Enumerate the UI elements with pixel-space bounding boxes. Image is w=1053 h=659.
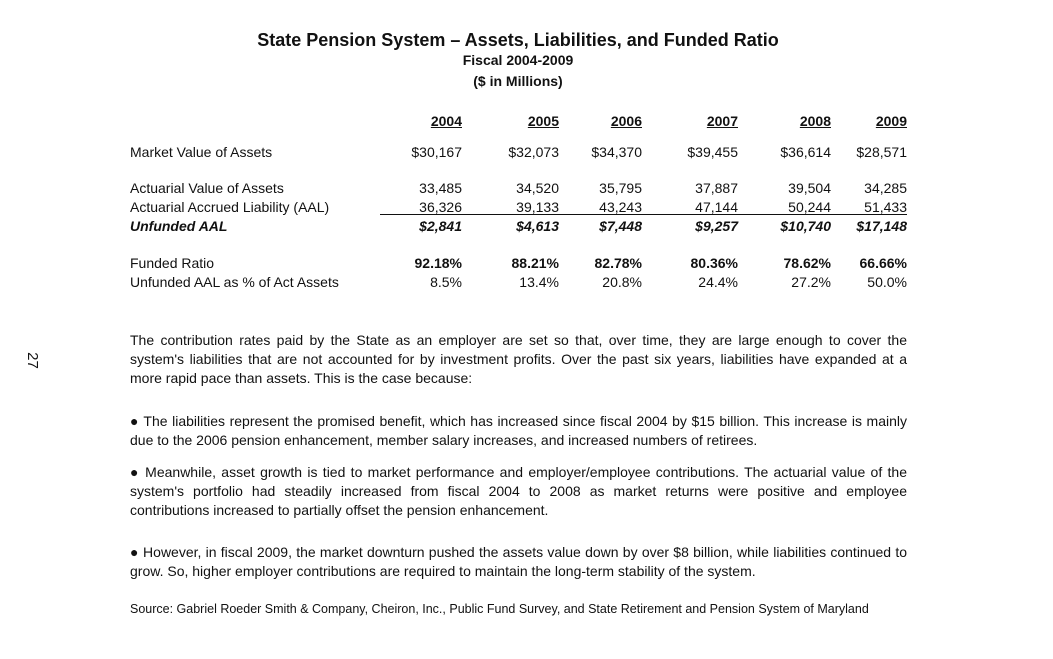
table-cell: $30,167: [411, 144, 462, 160]
table-cell: $2,841: [419, 218, 462, 234]
year-header: 2005: [527, 113, 559, 129]
table-row: [0, 144, 1053, 162]
table-cell: 34,520: [516, 180, 559, 196]
table-cell: $28,571: [856, 144, 907, 160]
table-cell: $10,740: [780, 218, 831, 234]
table-cell: 50,244: [788, 199, 831, 215]
table-row: [0, 255, 1053, 273]
table-cell: 82.78%: [594, 255, 642, 271]
table-cell: 33,485: [419, 180, 462, 196]
row-label: Funded Ratio: [130, 255, 215, 271]
table-cell: 51,433: [864, 199, 907, 215]
row-label: Unfunded AAL as % of Act Assets: [130, 274, 339, 290]
table-cell: $17,148: [856, 218, 907, 234]
table-cell: $36,614: [780, 144, 831, 160]
year-header: 2009: [875, 113, 907, 129]
year-header: 2007: [706, 113, 738, 129]
table-cell: $39,455: [687, 144, 738, 160]
table-cell: 20.8%: [602, 274, 642, 290]
table-cell: 13.4%: [519, 274, 559, 290]
row-label: Actuarial Value of Assets: [130, 180, 284, 196]
table-cell: 80.36%: [690, 255, 738, 271]
table-cell: 39,133: [516, 199, 559, 215]
table-cell: $9,257: [695, 218, 738, 234]
page-title: State Pension System – Assets, Liabilities, and Funded Ratio: [257, 30, 779, 50]
table-cell: 27.2%: [791, 274, 831, 290]
table-row: [0, 274, 1053, 292]
table-cell: $4,613: [516, 218, 559, 234]
table-cell: 8.5%: [430, 274, 462, 290]
table-cell: 47,144: [695, 199, 738, 215]
row-label: Actuarial Accrued Liability (AAL): [130, 199, 330, 215]
table-cell: $32,073: [508, 144, 559, 160]
year-header: 2008: [799, 113, 831, 129]
table-cell: 88.21%: [511, 255, 559, 271]
row-label: Market Value of Assets: [130, 144, 273, 160]
table-row: [0, 180, 1053, 198]
bullet-paragraph: ● The liabilities represent the promised benefit, which has increased since fiscal 2004 by $15 billion. This increase is mainly due to the 2006 pension enhancement, member salary increases, and increased numbers of retirees.: [130, 413, 907, 448]
source-note: Source: Gabriel Roeder Smith & Company, Cheiron, Inc., Public Fund Survey, and State Retirement and Pension System of Maryland: [130, 602, 869, 616]
table-cell: 66.66%: [859, 255, 907, 271]
year-header: 2004: [430, 113, 462, 129]
units-note: ($ in Millions): [473, 73, 563, 89]
table-cell: $7,448: [599, 218, 642, 234]
bullet-paragraph: ● However, in fiscal 2009, the market downturn pushed the assets value down by over $8 billion, while liabilities continued to grow. So, higher employer contributions are required to maintain the long-term stability of the system.: [130, 544, 907, 579]
table-cell: 34,285: [864, 180, 907, 196]
table-cell: 78.62%: [783, 255, 831, 271]
intro-paragraph: The contribution rates paid by the State as an employer are set so that, over time, they are large enough to cover the system's liabilities that are not accounted for by investment profits. Over the past six years, liabilities have expanded at a more rapid pace than assets. This is the case because:: [130, 332, 907, 386]
table-cell: 43,243: [599, 199, 642, 215]
subtotal-rule: [380, 214, 907, 215]
table-header-row: [0, 113, 1053, 131]
table-cell: 39,504: [788, 180, 831, 196]
page-subtitle: Fiscal 2004-2009: [462, 52, 574, 68]
bullet-paragraph: ● Meanwhile, asset growth is tied to market performance and employer/employee contributions. The actuarial value of the system's portfolio had steadily increased from fiscal 2004 to 2008 as market returns were positive and employee contributions increased to partially offset the pension enhancement.: [130, 464, 907, 518]
page-number: 27: [23, 352, 41, 369]
table-cell: 37,887: [695, 180, 738, 196]
table-row: [0, 218, 1053, 236]
table-cell: 50.0%: [867, 274, 907, 290]
table-cell: 36,326: [419, 199, 462, 215]
table-cell: 92.18%: [414, 255, 462, 271]
row-label: Unfunded AAL: [130, 218, 228, 234]
year-header: 2006: [610, 113, 642, 129]
table-cell: 24.4%: [698, 274, 738, 290]
table-cell: $34,370: [591, 144, 642, 160]
table-cell: 35,795: [599, 180, 642, 196]
